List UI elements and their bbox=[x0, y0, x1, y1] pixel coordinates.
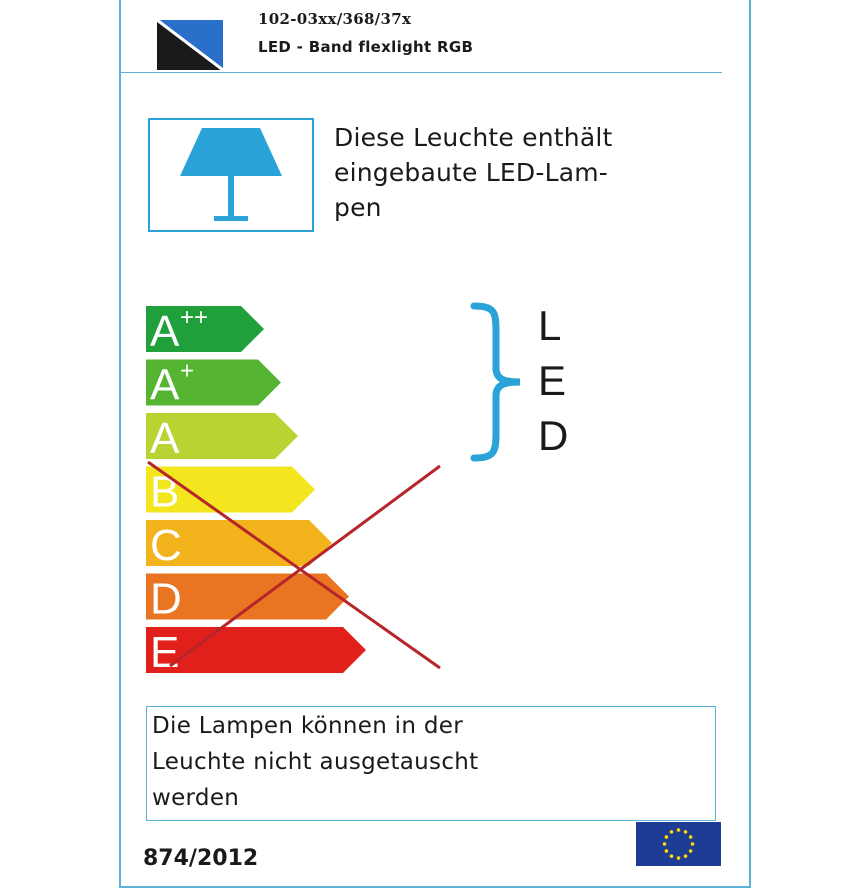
energy-class-letter: B bbox=[150, 467, 180, 517]
energy-class-aplusplus bbox=[146, 304, 264, 356]
energy-class-letter: A bbox=[150, 414, 180, 463]
built-in-led-notice: Diese Leuchte enthält eingebaute LED-Lam- pen bbox=[334, 123, 613, 222]
replacement-notice-text: Die Lampen können in der Leuchte nicht ausgetauscht werden bbox=[152, 713, 479, 811]
led-brace-icon bbox=[468, 302, 528, 462]
eu-star bbox=[670, 854, 674, 858]
led-letter-d: D bbox=[538, 412, 569, 459]
regulation-number: 874/2012 bbox=[143, 846, 259, 871]
energy-class-aplus bbox=[146, 358, 281, 410]
energy-class-superscript: + bbox=[180, 357, 195, 385]
energy-class-b bbox=[146, 467, 315, 517]
energy-class-a bbox=[146, 413, 298, 463]
eu-star bbox=[665, 849, 669, 853]
energy-class-letter: A bbox=[150, 307, 180, 356]
led-letter-e: E bbox=[538, 357, 567, 404]
eu-star bbox=[691, 842, 695, 846]
energy-class-letter: C bbox=[150, 521, 182, 570]
eu-star bbox=[677, 828, 681, 832]
eu-star bbox=[689, 849, 693, 853]
eu-star bbox=[684, 830, 688, 834]
eu-star bbox=[677, 856, 681, 860]
led-letter-l: L bbox=[538, 302, 562, 349]
eu-star bbox=[670, 830, 674, 834]
eu-star bbox=[665, 835, 669, 839]
energy-class-e bbox=[146, 627, 366, 677]
energy-class-superscript: ++ bbox=[180, 304, 209, 331]
product-name: LED - Band flexlight RGB bbox=[258, 38, 474, 56]
eu-star bbox=[663, 842, 667, 846]
eu-flag-icon bbox=[636, 822, 721, 866]
article-number: 102-03xx/368/37x bbox=[258, 10, 412, 28]
eu-star bbox=[684, 854, 688, 858]
energy-class-letter: E bbox=[150, 628, 180, 677]
energy-class-letter: A bbox=[150, 360, 180, 410]
eu-star bbox=[689, 835, 693, 839]
energy-class-letter: D bbox=[150, 574, 182, 624]
